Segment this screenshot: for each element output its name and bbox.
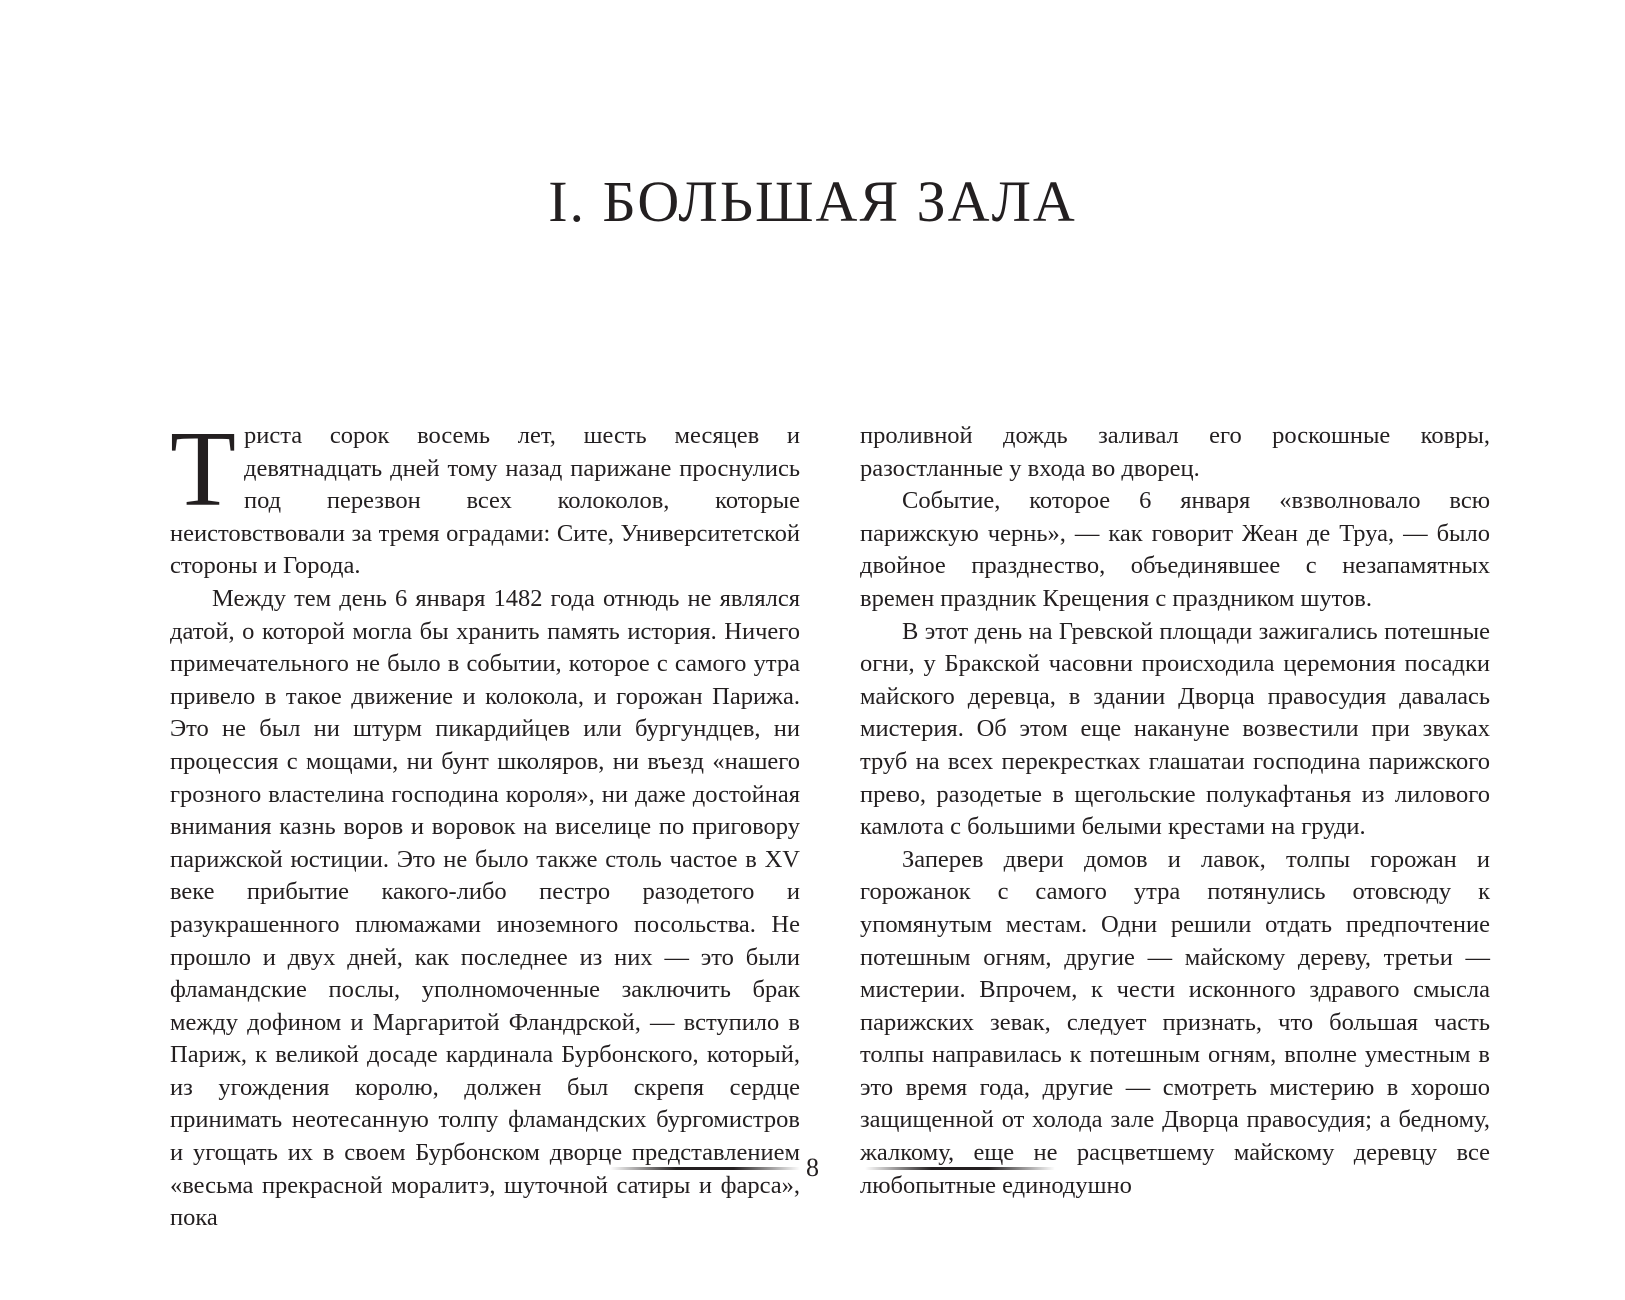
footer-rule-right bbox=[865, 1167, 1055, 1170]
right-column bbox=[860, 420, 1490, 1202]
left-column bbox=[170, 410, 800, 1235]
page-footer bbox=[0, 1148, 1625, 1188]
paragraph bbox=[170, 410, 800, 583]
page-number: 8 bbox=[806, 1153, 819, 1182]
paragraph-text: риста сорок восемь лет, шесть месяцев и девятнадцать дней тому назад парижане проснулись под перезвон всех колоколов, которые неистовствовали за тремя оградами: Сите, Университетской стороны и Города. bbox=[170, 422, 800, 580]
paragraph: проливной дождь заливал его роскошные ковры, разостланные у входа во дворец. bbox=[860, 422, 1490, 482]
drop-cap: Т bbox=[170, 410, 236, 529]
paragraph: В этот день на Гревской площади зажигались потешные огни, у Бракской часовни происходила церемония посадки майского деревца, в здании Дворца правосудия давалась мистерия. Об этом еще накануне возвестили при звуках труб на всех перекрестках глашатаи господина парижского прево, разодетые в щегольские полукафтанья из лилового камлота с большими белыми крестами на груди. bbox=[860, 617, 1490, 841]
paragraph: Между тем день 6 января 1482 года отнюдь не являлся датой, о которой могла бы хранить память история. Ничего примечательного не было в событии, которое с самого утра привело в такое движение и колокола, и горожан Парижа. Это не был ни штурм пикардийцев или бургундцев, ни процессия с мощами, ни бунт школяров, ни въезд «нашего грозного властелина господина короля», ни даже достойная внимания казнь воров и воровок на виселице по приговору парижской юстиции. Это не было также столь частое в XV веке прибытие какого-либо пестро разодетого и разукрашенного плюмажами иноземного посольства. Не прошло и двух дней, как последнее из них — это были фламандские послы, уполномоченные заключить брак между дофином и Маргаритой Фландрской, — вступило в Париж, к великой досаде кардинала Бурбонского, который, из угождения королю, должен был скрепя сердце принимать неотесанную толпу фламандских бургомистров и угощать их в своем Бурбонском дворце представлением «весьма прекрасной моралитэ, шуточной сатиры и фарса», пока bbox=[170, 584, 800, 1232]
chapter-title: I. БОЛЬШАЯ ЗАЛА bbox=[548, 169, 1077, 234]
paragraph: Заперев двери домов и лавок, толпы горожан и горожанок с самого утра потянулись отовсюду к упомянутым местам. Одни решили отдать предпочтение потешным огням, другие — майскому дереву, третьи — мистерии. Впрочем, к чести исконного здравого смысла парижских зевак, следует признать, что большая часть толпы направилась к потешным огням, вполне уместным в это время года, другие — смотреть мистерию в хорошо защищенной от холода зале Дворца правосудия; а бедному, жалкому, еще не расцветшему майскому деревцу все любопытные единодушно bbox=[860, 845, 1490, 1199]
paragraph: Событие, которое 6 января «взволновало всю парижскую чернь», — как говорит Жеан де Труа, — было двойное празднество, объединявшее с незапамятных времен праздник Крещения с праздником шутов. bbox=[860, 487, 1490, 612]
